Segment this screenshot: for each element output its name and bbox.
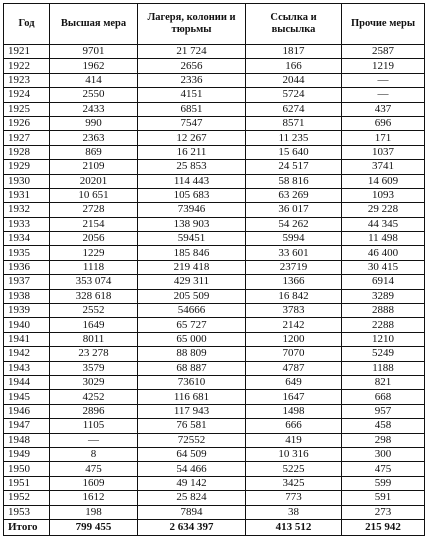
cell-other: 1093 [342,188,425,202]
table-row [4,476,425,490]
cell-camps: 65 727 [138,318,246,332]
cell-death-penalty: — [50,433,138,447]
cell-other: 599 [342,476,425,490]
cell-death-penalty: 475 [50,462,138,476]
cell-year: 1942 [4,347,50,361]
cell-other: 2888 [342,304,425,318]
cell-death-penalty: 414 [50,73,138,87]
cell-year: 1943 [4,361,50,375]
cell-other: 668 [342,390,425,404]
table-row [4,246,425,260]
cell-camps: 49 142 [138,476,246,490]
table-row [4,116,425,130]
table-row [4,145,425,159]
cell-other: 1210 [342,332,425,346]
cell-year: 1925 [4,102,50,116]
cell-other: 2587 [342,45,425,59]
table-row [4,217,425,231]
cell-exile: 6274 [246,102,342,116]
table-row [4,491,425,505]
cell-death-penalty: 2154 [50,217,138,231]
cell-other: 458 [342,419,425,433]
cell-other: — [342,73,425,87]
cell-other: 46 400 [342,246,425,260]
table-row [4,304,425,318]
cell-year: 1921 [4,45,50,59]
table-row [4,505,425,519]
cell-death-penalty: 2363 [50,131,138,145]
table-row [4,332,425,346]
total-label: Итого [4,519,50,535]
table-body [4,45,425,536]
cell-other: 3741 [342,160,425,174]
cell-death-penalty: 20201 [50,174,138,188]
cell-camps: 7547 [138,116,246,130]
cell-camps: 429 311 [138,275,246,289]
cell-year: 1939 [4,304,50,318]
cell-year: 1952 [4,491,50,505]
cell-death-penalty: 10 651 [50,188,138,202]
cell-death-penalty: 990 [50,116,138,130]
cell-death-penalty: 1612 [50,491,138,505]
cell-year: 1930 [4,174,50,188]
table-row [4,375,425,389]
total-death-penalty: 799 455 [50,519,138,535]
cell-camps: 73610 [138,375,246,389]
header-other-measures: Прочие меры [342,4,425,45]
cell-camps: 25 824 [138,491,246,505]
total-exile: 413 512 [246,519,342,535]
repression-statistics-table [3,3,425,536]
cell-exile: 5225 [246,462,342,476]
cell-year: 1931 [4,188,50,202]
cell-other: 1037 [342,145,425,159]
cell-camps: 76 581 [138,419,246,433]
cell-camps: 88 809 [138,347,246,361]
table-row [4,160,425,174]
cell-year: 1947 [4,419,50,433]
table-row [4,289,425,303]
total-row [4,519,425,535]
cell-death-penalty: 8 [50,447,138,461]
cell-exile: 5724 [246,88,342,102]
cell-exile: 54 262 [246,217,342,231]
cell-other: 300 [342,447,425,461]
cell-exile: 419 [246,433,342,447]
table-row [4,390,425,404]
cell-death-penalty: 2550 [50,88,138,102]
cell-other: 5249 [342,347,425,361]
cell-camps: 21 724 [138,45,246,59]
table-row [4,462,425,476]
cell-camps: 54 466 [138,462,246,476]
cell-death-penalty: 8011 [50,332,138,346]
cell-other: — [342,88,425,102]
cell-other: 30 415 [342,260,425,274]
cell-exile: 2044 [246,73,342,87]
cell-exile: 166 [246,59,342,73]
table-row [4,174,425,188]
cell-other: 821 [342,375,425,389]
table-row [4,232,425,246]
cell-other: 2288 [342,318,425,332]
cell-death-penalty: 198 [50,505,138,519]
table-row [4,59,425,73]
table-row [4,404,425,418]
table-row [4,131,425,145]
cell-camps: 116 681 [138,390,246,404]
cell-year: 1922 [4,59,50,73]
cell-other: 6914 [342,275,425,289]
cell-camps: 16 211 [138,145,246,159]
table-row [4,275,425,289]
cell-year: 1935 [4,246,50,260]
cell-year: 1944 [4,375,50,389]
cell-other: 3289 [342,289,425,303]
table-row [4,447,425,461]
cell-year: 1948 [4,433,50,447]
cell-year: 1946 [4,404,50,418]
cell-exile: 3783 [246,304,342,318]
cell-other: 14 609 [342,174,425,188]
cell-year: 1934 [4,232,50,246]
cell-camps: 72552 [138,433,246,447]
cell-exile: 773 [246,491,342,505]
cell-death-penalty: 1609 [50,476,138,490]
total-other: 215 942 [342,519,425,535]
cell-exile: 36 017 [246,203,342,217]
cell-year: 1927 [4,131,50,145]
cell-death-penalty: 3029 [50,375,138,389]
cell-year: 1937 [4,275,50,289]
cell-exile: 1817 [246,45,342,59]
cell-other: 29 228 [342,203,425,217]
cell-exile: 33 601 [246,246,342,260]
table-row [4,419,425,433]
cell-year: 1940 [4,318,50,332]
cell-year: 1932 [4,203,50,217]
table-row [4,188,425,202]
cell-year: 1950 [4,462,50,476]
cell-year: 1926 [4,116,50,130]
cell-other: 591 [342,491,425,505]
cell-death-penalty: 2056 [50,232,138,246]
cell-death-penalty: 2433 [50,102,138,116]
cell-exile: 649 [246,375,342,389]
cell-camps: 117 943 [138,404,246,418]
cell-camps: 59451 [138,232,246,246]
cell-exile: 8571 [246,116,342,130]
cell-other: 44 345 [342,217,425,231]
cell-death-penalty: 1649 [50,318,138,332]
cell-death-penalty: 869 [50,145,138,159]
cell-camps: 7894 [138,505,246,519]
cell-year: 1923 [4,73,50,87]
cell-camps: 4151 [138,88,246,102]
cell-year: 1953 [4,505,50,519]
cell-death-penalty: 2728 [50,203,138,217]
cell-camps: 138 903 [138,217,246,231]
cell-camps: 73946 [138,203,246,217]
cell-death-penalty: 1962 [50,59,138,73]
table-row [4,433,425,447]
cell-year: 1951 [4,476,50,490]
cell-other: 298 [342,433,425,447]
header-death-penalty: Высшая мера [50,4,138,45]
cell-year: 1928 [4,145,50,159]
cell-camps: 219 418 [138,260,246,274]
cell-camps: 114 443 [138,174,246,188]
cell-camps: 2336 [138,73,246,87]
cell-other: 171 [342,131,425,145]
cell-other: 696 [342,116,425,130]
cell-year: 1936 [4,260,50,274]
cell-camps: 65 000 [138,332,246,346]
cell-exile: 23719 [246,260,342,274]
table-row [4,102,425,116]
cell-exile: 11 235 [246,131,342,145]
cell-exile: 16 842 [246,289,342,303]
cell-exile: 38 [246,505,342,519]
cell-camps: 25 853 [138,160,246,174]
cell-exile: 666 [246,419,342,433]
cell-death-penalty: 2552 [50,304,138,318]
cell-other: 475 [342,462,425,476]
cell-exile: 1647 [246,390,342,404]
header-camps-colonies-prisons: Лагеря, колонии и тюрьмы [138,4,246,45]
header-row [4,4,425,45]
cell-other: 1219 [342,59,425,73]
cell-camps: 64 509 [138,447,246,461]
cell-year: 1941 [4,332,50,346]
cell-year: 1938 [4,289,50,303]
cell-other: 957 [342,404,425,418]
cell-exile: 1498 [246,404,342,418]
cell-exile: 4787 [246,361,342,375]
table-row [4,260,425,274]
cell-death-penalty: 23 278 [50,347,138,361]
cell-death-penalty: 2109 [50,160,138,174]
cell-death-penalty: 1105 [50,419,138,433]
cell-year: 1929 [4,160,50,174]
cell-year: 1924 [4,88,50,102]
cell-death-penalty: 3579 [50,361,138,375]
table-row [4,45,425,59]
cell-camps: 2656 [138,59,246,73]
cell-exile: 10 316 [246,447,342,461]
cell-exile: 15 640 [246,145,342,159]
total-camps: 2 634 397 [138,519,246,535]
cell-other: 1188 [342,361,425,375]
cell-death-penalty: 4252 [50,390,138,404]
cell-camps: 185 846 [138,246,246,260]
cell-death-penalty: 1229 [50,246,138,260]
cell-year: 1949 [4,447,50,461]
cell-camps: 68 887 [138,361,246,375]
cell-camps: 205 509 [138,289,246,303]
cell-exile: 3425 [246,476,342,490]
cell-camps: 54666 [138,304,246,318]
table-row [4,318,425,332]
table-row [4,88,425,102]
cell-death-penalty: 9701 [50,45,138,59]
cell-exile: 1366 [246,275,342,289]
header-year: Год [4,4,50,45]
cell-year: 1945 [4,390,50,404]
cell-camps: 12 267 [138,131,246,145]
cell-other: 437 [342,102,425,116]
header-exile-deportation: Ссылка и высылка [246,4,342,45]
cell-exile: 5994 [246,232,342,246]
cell-other: 273 [342,505,425,519]
table-row [4,73,425,87]
table-row [4,203,425,217]
table-row [4,347,425,361]
cell-death-penalty: 1118 [50,260,138,274]
table-row [4,361,425,375]
cell-exile: 63 269 [246,188,342,202]
cell-camps: 6851 [138,102,246,116]
table-header [4,4,425,45]
cell-exile: 24 517 [246,160,342,174]
cell-exile: 7070 [246,347,342,361]
cell-exile: 2142 [246,318,342,332]
cell-death-penalty: 328 618 [50,289,138,303]
cell-year: 1933 [4,217,50,231]
cell-camps: 105 683 [138,188,246,202]
cell-death-penalty: 2896 [50,404,138,418]
cell-death-penalty: 353 074 [50,275,138,289]
cell-exile: 1200 [246,332,342,346]
cell-other: 11 498 [342,232,425,246]
cell-exile: 58 816 [246,174,342,188]
